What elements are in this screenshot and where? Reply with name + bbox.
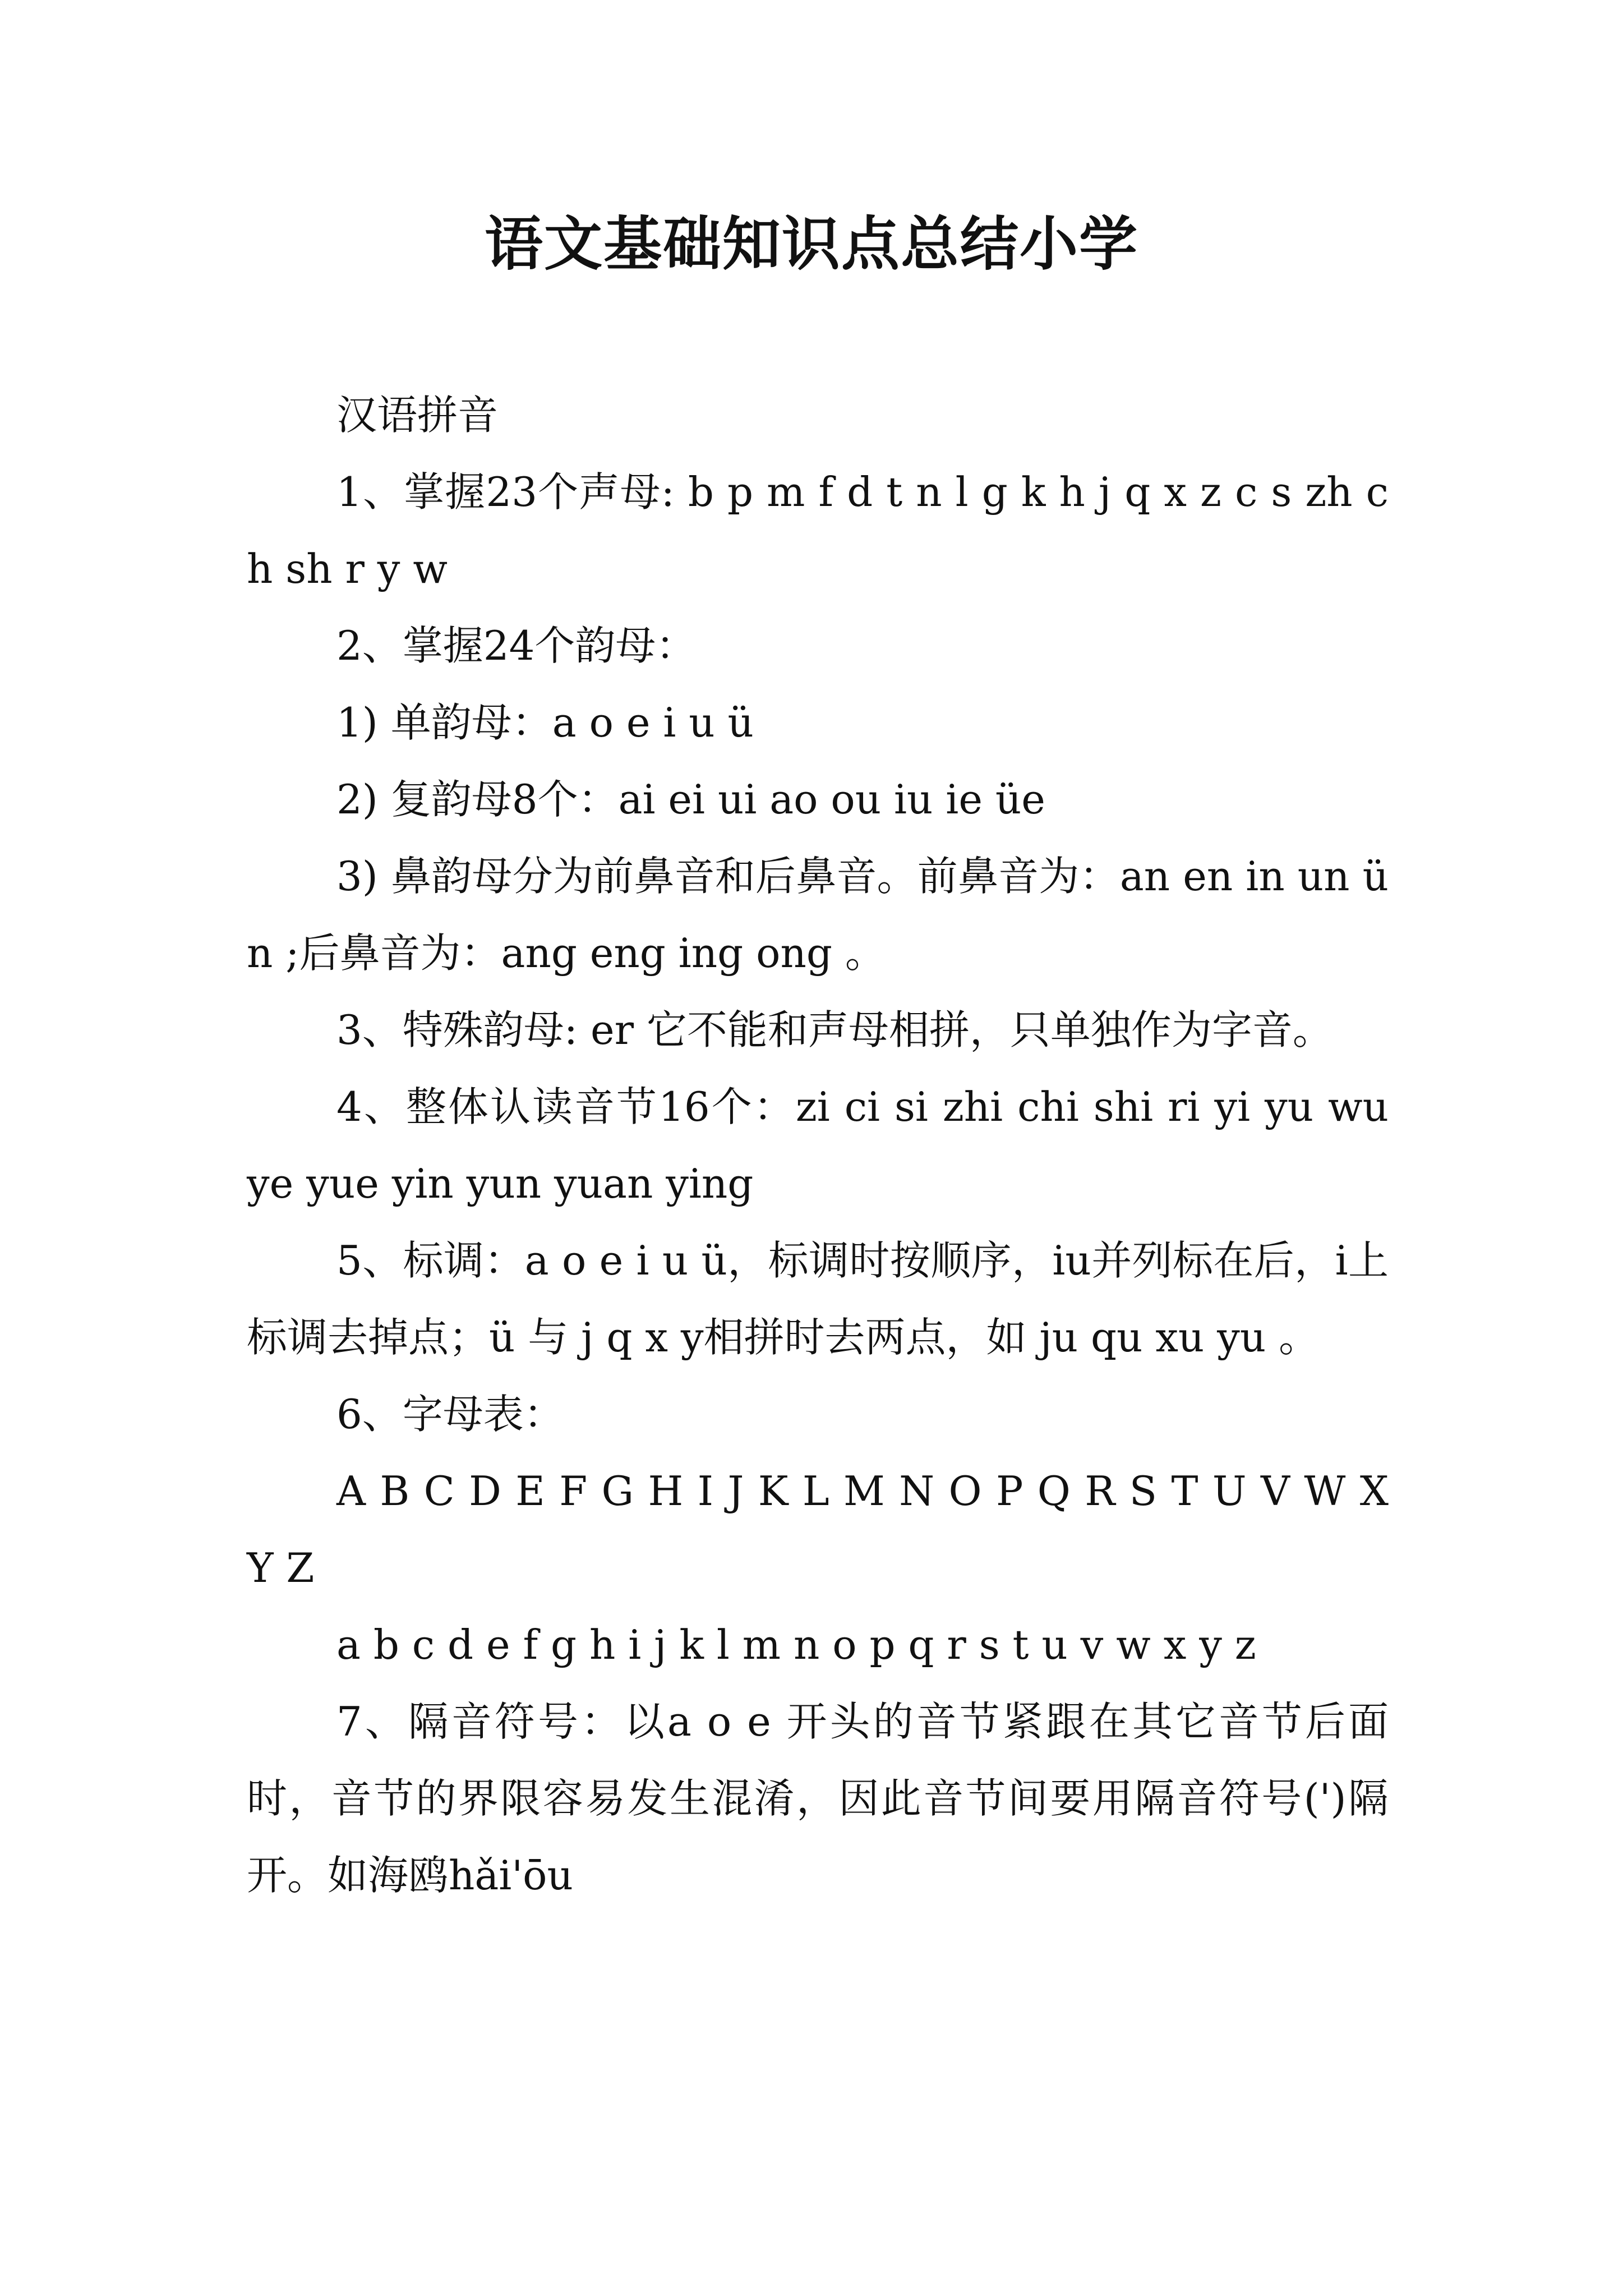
paragraph-initials: 1、掌握23个声母: b p m f d t n l g k h j q x z c s zh ch sh r y w [247, 468, 1389, 592]
section-heading-pinyin: 汉语拼音 [336, 392, 499, 439]
paragraph-nasal-finals: 3) 鼻韵母分为前鼻音和后鼻音。前鼻音为：an en in un ün ;后鼻音为：ang eng ing ong 。 [247, 853, 1389, 977]
document-body [247, 377, 1389, 1914]
paragraph-special-final: 3、特殊韵母: er 它不能和声母相拼，只单独作为字音。 [336, 1006, 1333, 1053]
paragraph-whole-syllables: 4、整体认读音节16个：zi ci si zhi chi shi ri yi yu wu ye yue yin yun yuan ying [247, 1083, 1389, 1207]
paragraph-uppercase-alphabet: A B C D E F G H I J K L M N O P Q R S T U V W X Y Z [247, 1467, 1389, 1591]
paragraph-finals-heading: 2、掌握24个韵母： [336, 622, 697, 669]
document-title: 语文基础知识点总结小学 [484, 209, 1138, 278]
paragraph-compound-finals: 2) 复韵母8个：ai ei ui ao ou iu ie üe [336, 776, 1045, 823]
paragraph-simple-finals: 1) 单韵母：a o e i u ü [336, 699, 754, 746]
paragraph-separator-mark: 7、隔音符号：以a o e 开头的音节紧跟在其它音节后面时，音节的界限容易发生混淆，因此音节间要用隔音符号(')隔开。如海鸥hǎi'ōu [247, 1698, 1389, 1899]
paragraph-lowercase-alphabet: a b c d e f g h i j k l m n o p q r s t u v w x y z [336, 1621, 1256, 1668]
paragraph-alphabet-heading: 6、字母表： [336, 1391, 564, 1438]
paragraph-tone-marks: 5、标调：a o e i u ü，标调时按顺序，iu并列标在后，i上标调去掉点；ü 与 j q x y相拼时去两点，如 ju qu xu yu 。 [247, 1237, 1389, 1361]
